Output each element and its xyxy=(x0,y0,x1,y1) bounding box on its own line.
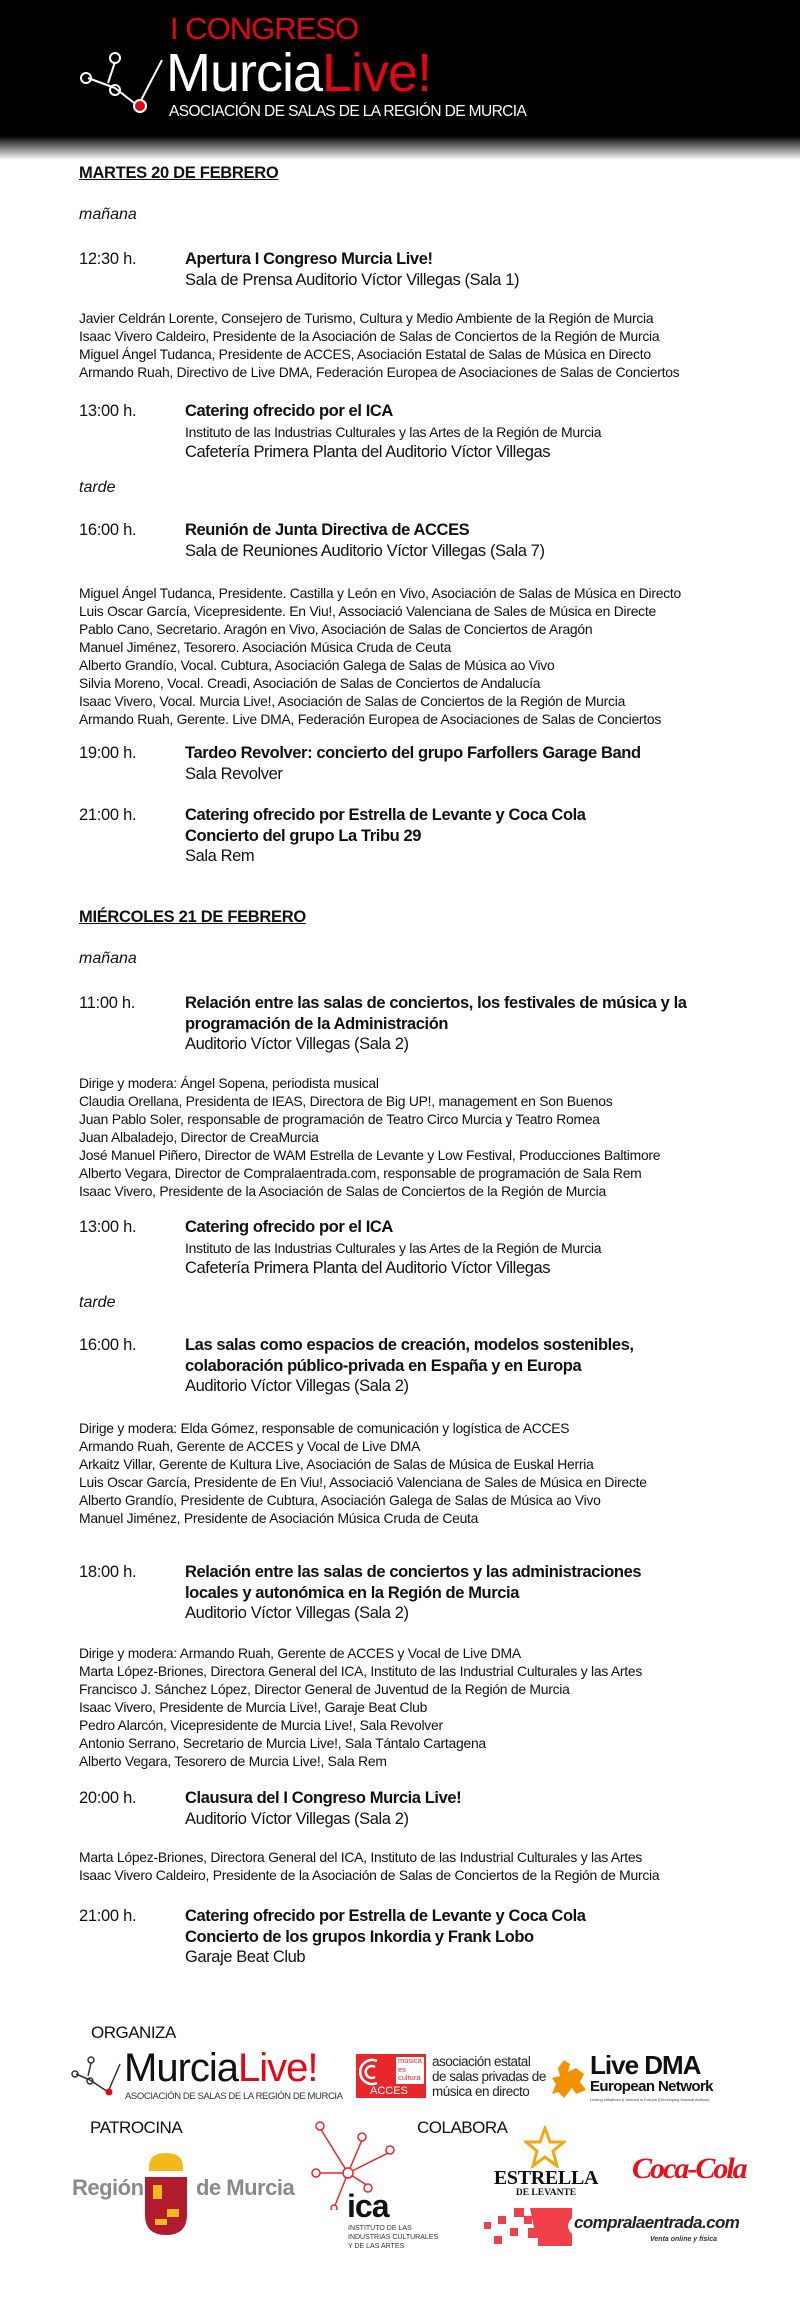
compralaentrada-pattern-icon xyxy=(484,2208,572,2246)
participant-line: José Manuel Piñero, Director de WAM Estrella de Levante y Low Festival, Producciones Baltimore xyxy=(79,1147,661,1163)
colabora-label: COLABORA xyxy=(417,2118,508,2137)
acces-line: asociación estatal xyxy=(432,2054,531,2069)
participants-list xyxy=(79,1644,642,1770)
participants-list xyxy=(79,309,679,381)
participant-line: Dirige y modera: Armando Ruah, Gerente de ACCES y Vocal de Live DMA xyxy=(79,1645,521,1661)
wordmark-murcia: Murcia xyxy=(166,43,323,103)
event-title: Apertura I Congreso Murcia Live! xyxy=(185,250,433,268)
participant-line: Alberto Vegara, Director de Compralaentrada.com, responsable de programación de Sala Rem xyxy=(79,1165,642,1181)
participant-line: Manuel Jiménez, Tesorero. Asociación Música Cruda de Ceuta xyxy=(79,639,452,655)
association-subtitle: ASOCIACIÓN DE SALAS DE LA REGIÓN DE MURCIA xyxy=(169,103,527,120)
live-dma-subtitle: European Network xyxy=(590,2078,713,2095)
event-subtitle: Instituto de las Industrias Culturales y las Artes de la Región de Murcia xyxy=(185,423,602,440)
participant-line: Juan Pablo Soler, responsable de programación de Teatro Circo Murcia y Teatro Romea xyxy=(79,1111,600,1127)
acces-description xyxy=(432,2054,546,2099)
region-murcia-shield-icon xyxy=(143,2145,189,2237)
event-title: Catering ofrecido por el ICA xyxy=(185,1218,393,1236)
event-venue: Sala Rem xyxy=(185,847,255,865)
participant-line: Armando Ruah, Directivo de Live DMA, Federación Europea de Asociaciones de Salas de Conciertos xyxy=(79,364,680,380)
event-time: 21:00 h. xyxy=(79,806,137,824)
participant-line: Miguel Ángel Tudanca, Presidente. Castilla y León en Vivo, Asociación de Salas de Música en Directo xyxy=(79,585,681,601)
wordmark-live: Live! xyxy=(322,43,432,103)
event-venue: Auditorio Víctor Villegas (Sala 2) xyxy=(185,1809,409,1828)
participant-line: Manuel Jiménez, Presidente de Asociación Música Cruda de Ceuta xyxy=(79,1510,479,1526)
event xyxy=(185,993,687,1055)
participants-list xyxy=(79,1419,647,1527)
estrella-sub: DE LEVANTE xyxy=(515,2188,577,2198)
acces-box-text: es xyxy=(398,2064,406,2074)
event-time: 12:30 h. xyxy=(79,250,137,268)
event-time: 13:00 h. xyxy=(79,402,137,420)
estrella-star-icon xyxy=(524,2126,566,2168)
event-venue: Garaje Beat Club xyxy=(185,1948,306,1966)
event xyxy=(185,1906,586,1968)
event-title-line2: Concierto del grupo La Tribu 29 xyxy=(185,826,422,845)
participant-line: Alberto Vegara, Tesorero de Murcia Live!, Sala Rem xyxy=(79,1753,387,1769)
region-text-2: de Murcia xyxy=(196,2175,295,2200)
acces-name: ACCES xyxy=(370,2085,408,2097)
period-label: tarde xyxy=(79,1294,116,1311)
congress-label: I CONGRESO xyxy=(170,11,359,46)
ica-logo xyxy=(310,2120,439,2250)
participant-line: Alberto Grandío, Vocal. Cubtura, Asociación Galega de Salas de Música ao Vivo xyxy=(79,657,555,673)
event-time: 13:00 h. xyxy=(79,1218,137,1236)
event-title-line2: colaboración público-privada en España y en Europa xyxy=(185,1356,582,1375)
live-dma-title: Live DMA xyxy=(590,2050,701,2080)
participant-line: Juan Albaladejo, Director de CreaMurcia xyxy=(79,1129,319,1145)
event xyxy=(185,1562,641,1624)
period-label: mañana xyxy=(79,206,137,223)
logo-live: Live! xyxy=(238,2046,318,2090)
compralaentrada-tagline: Venta online y física xyxy=(650,2236,718,2243)
participant-line: Francisco J. Sánchez López, Director General de Juventud de la Región de Murcia xyxy=(79,1681,570,1697)
participant-line: Armando Ruah, Gerente. Live DMA, Federación Europea de Asociaciones de Salas de Conciertos xyxy=(79,711,662,727)
live-dma-logo xyxy=(550,2052,730,2104)
event-venue: Cafetería Primera Planta del Auditorio Víctor Villegas xyxy=(185,443,551,461)
event-time: 21:00 h. xyxy=(79,1907,137,1925)
participant-line: Miguel Ángel Tudanca, Presidente de ACCES, Asociación Estatal de Salas de Música en Directo xyxy=(79,346,651,362)
participant-line: Luis Oscar García, Vicepresidente. En Viu!, Associació Valenciana de Sales de Música en Directe xyxy=(79,603,656,619)
participant-line: Dirige y modera: Ángel Sopena, periodista musical xyxy=(79,1075,379,1091)
ica-line: INDUSTRIAS CULTURALES xyxy=(348,2234,439,2241)
murcia-live-wordmark xyxy=(166,43,432,103)
header-banner xyxy=(0,0,800,160)
network-logo-icon xyxy=(78,50,168,116)
participant-line: Javier Celdrán Lorente, Consejero de Turismo, Cultura y Medio Ambiente de la Región de Murcia xyxy=(79,310,654,326)
event xyxy=(185,1217,601,1279)
ica-description xyxy=(348,2224,438,2251)
event xyxy=(185,401,601,463)
ica-name: ica xyxy=(347,2188,389,2224)
participants-list xyxy=(79,1848,659,1884)
participant-line: Armando Ruah, Gerente de ACCES y Vocal de Live DMA xyxy=(79,1438,421,1454)
estrella-logo xyxy=(484,2168,608,2199)
acces-box-text: música xyxy=(398,2056,422,2065)
participant-line: Marta López-Briones, Directora General del ICA, Instituto de las Industrial Culturales y las Artes xyxy=(79,1663,643,1679)
event-venue: Sala de Prensa Auditorio Víctor Villegas (Sala 1) xyxy=(185,270,520,289)
event-venue: Auditorio Víctor Villegas (Sala 2) xyxy=(185,1377,409,1395)
participant-line: Silvia Moreno, Vocal. Creadi, Asociación de Salas de Conciertos de Andalucía xyxy=(79,675,541,691)
live-dma-tagline: Linking Initiatives & Venues in Europe (Developing Musical Actions) xyxy=(590,2097,710,2102)
participant-line: Isaac Vivero Caldeiro, Presidente de la Asociación de Salas de Conciertos de la Región de Murcia xyxy=(79,1867,660,1883)
coca-cola-logo: Coca-Cola xyxy=(632,2152,746,2185)
participant-line: Isaac Vivero Caldeiro, Presidente de la Asociación de Salas de Conciertos de la Región de Murcia xyxy=(79,328,660,344)
logo-subtitle: ASOCIACIÓN DE SALAS DE LA REGIÓN DE MURCIA xyxy=(125,2091,343,2102)
participant-line: Luis Oscar García, Presidente de En Viu!, Associació Valenciana de Sales de Música en Directe xyxy=(79,1474,647,1490)
event-venue: Sala de Reuniones Auditorio Víctor Villegas (Sala 7) xyxy=(185,541,545,560)
participant-line: Antonio Serrano, Secretario de Murcia Live!, Sala Tántalo Cartagena xyxy=(79,1735,486,1751)
event-title: Tardeo Revolver: concierto del grupo Farfollers Garage Band xyxy=(185,744,641,762)
participants-list xyxy=(79,584,681,728)
organiza-label: ORGANIZA xyxy=(91,2023,176,2042)
participant-line: Dirige y modera: Elda Gómez, responsable de comunicación y logística de ACCES xyxy=(79,1420,570,1436)
period-label: mañana xyxy=(79,950,137,967)
event-venue: Sala Revolver xyxy=(185,764,283,783)
participant-line: Alberto Grandío, Presidente de Cubtura, Asociación Galega de Salas de Música ao Vivo xyxy=(79,1492,601,1508)
event-time: 20:00 h. xyxy=(79,1789,137,1807)
patrocina-label: PATROCINA xyxy=(90,2118,183,2137)
event-time: 16:00 h. xyxy=(79,521,137,539)
event-time: 16:00 h. xyxy=(79,1336,137,1354)
event-title-line2: programación de la Administración xyxy=(185,1014,449,1033)
participant-line: Marta López-Briones, Directora General del ICA, Instituto de las Industrial Culturales y las Artes xyxy=(79,1849,643,1865)
event-title: Relación entre las salas de conciertos, los festivales de música y la xyxy=(185,994,687,1012)
participant-line: Pedro Alarcón, Vicepresidente de Murcia Live!, Sala Revolver xyxy=(79,1717,443,1733)
europe-map-icon xyxy=(550,2058,588,2100)
event-subtitle: Instituto de las Industrias Culturales y las Artes de la Región de Murcia xyxy=(185,1239,602,1256)
acces-symbol-icon xyxy=(359,2058,381,2086)
event xyxy=(185,1335,634,1397)
event xyxy=(185,1788,461,1829)
participant-line: Pablo Cano, Secretario. Aragón en Vivo, Asociación de Salas de Conciertos de Aragón xyxy=(79,621,593,637)
event xyxy=(185,249,519,290)
region-text: Región xyxy=(72,2175,144,2200)
participant-line: Arkaitz Villar, Gerente de Kultura Live, Asociación de Salas de Música de Euskal Herria xyxy=(79,1456,594,1472)
event-title-line2: Concierto de los grupos Inkordia y Frank Lobo xyxy=(185,1927,534,1946)
murcia-live-logo xyxy=(70,2046,345,2102)
day-heading: MARTES 20 DE FEBRERO xyxy=(79,164,279,182)
participants-list xyxy=(79,1074,660,1200)
period-label: tarde xyxy=(79,479,116,496)
network-logo-icon xyxy=(70,2054,122,2098)
event-time: 19:00 h. xyxy=(79,744,137,762)
logo-murcia: Murcia xyxy=(124,2046,239,2090)
participant-line: Isaac Vivero, Vocal. Murcia Live!, Asociación de Salas de Conciertos de la Región de Murcia xyxy=(79,693,626,709)
event-venue: Cafetería Primera Planta del Auditorio Víctor Villegas xyxy=(185,1259,551,1277)
compralaentrada-name: compralaentrada.com xyxy=(574,2213,740,2232)
ica-line: INSTITUTO DE LAS xyxy=(348,2225,412,2232)
participant-line: Claudia Orellana, Presidenta de IEAS, Directora de Big UP!, management en Son Buenos xyxy=(79,1093,613,1109)
participant-line: Isaac Vivero, Presidente de Murcia Live!, Garaje Beat Club xyxy=(79,1699,428,1715)
acces-logo xyxy=(356,2054,426,2098)
acces-box-text: cultura xyxy=(398,2073,421,2082)
acces-line: música en directo xyxy=(432,2084,530,2099)
event-title: Catering ofrecido por Estrella de Levante y Coca Cola xyxy=(185,806,586,824)
ica-line: Y DE LAS ARTES xyxy=(348,2243,405,2250)
event-title: Clausura del I Congreso Murcia Live! xyxy=(185,1789,462,1807)
event-venue: Auditorio Víctor Villegas (Sala 2) xyxy=(185,1035,409,1053)
event xyxy=(185,743,641,784)
event xyxy=(185,805,586,867)
day-heading: MIÉRCOLES 21 DE FEBRERO xyxy=(79,908,306,926)
estrella-name: ESTRELLA xyxy=(493,2167,599,2189)
event-title: Catering ofrecido por el ICA xyxy=(185,402,393,420)
participant-line: Isaac Vivero, Presidente de la Asociación de Salas de Conciertos de la Región de Murcia xyxy=(79,1183,606,1199)
event-title: Las salas como espacios de creación, modelos sostenibles, xyxy=(185,1336,634,1354)
event-title: Relación entre las salas de conciertos y las administraciones xyxy=(185,1563,642,1581)
event-title: Reunión de Junta Directiva de ACCES xyxy=(185,521,470,539)
event-time: 11:00 h. xyxy=(79,994,136,1012)
event xyxy=(185,520,545,561)
event-venue: Auditorio Víctor Villegas (Sala 2) xyxy=(185,1604,409,1622)
event-title: Catering ofrecido por Estrella de Levante y Coca Cola xyxy=(185,1907,586,1925)
acces-line: de salas privadas de xyxy=(432,2069,546,2084)
event-title-line2: locales y autonómica en la Región de Murcia xyxy=(185,1583,519,1602)
event-time: 18:00 h. xyxy=(79,1563,137,1581)
